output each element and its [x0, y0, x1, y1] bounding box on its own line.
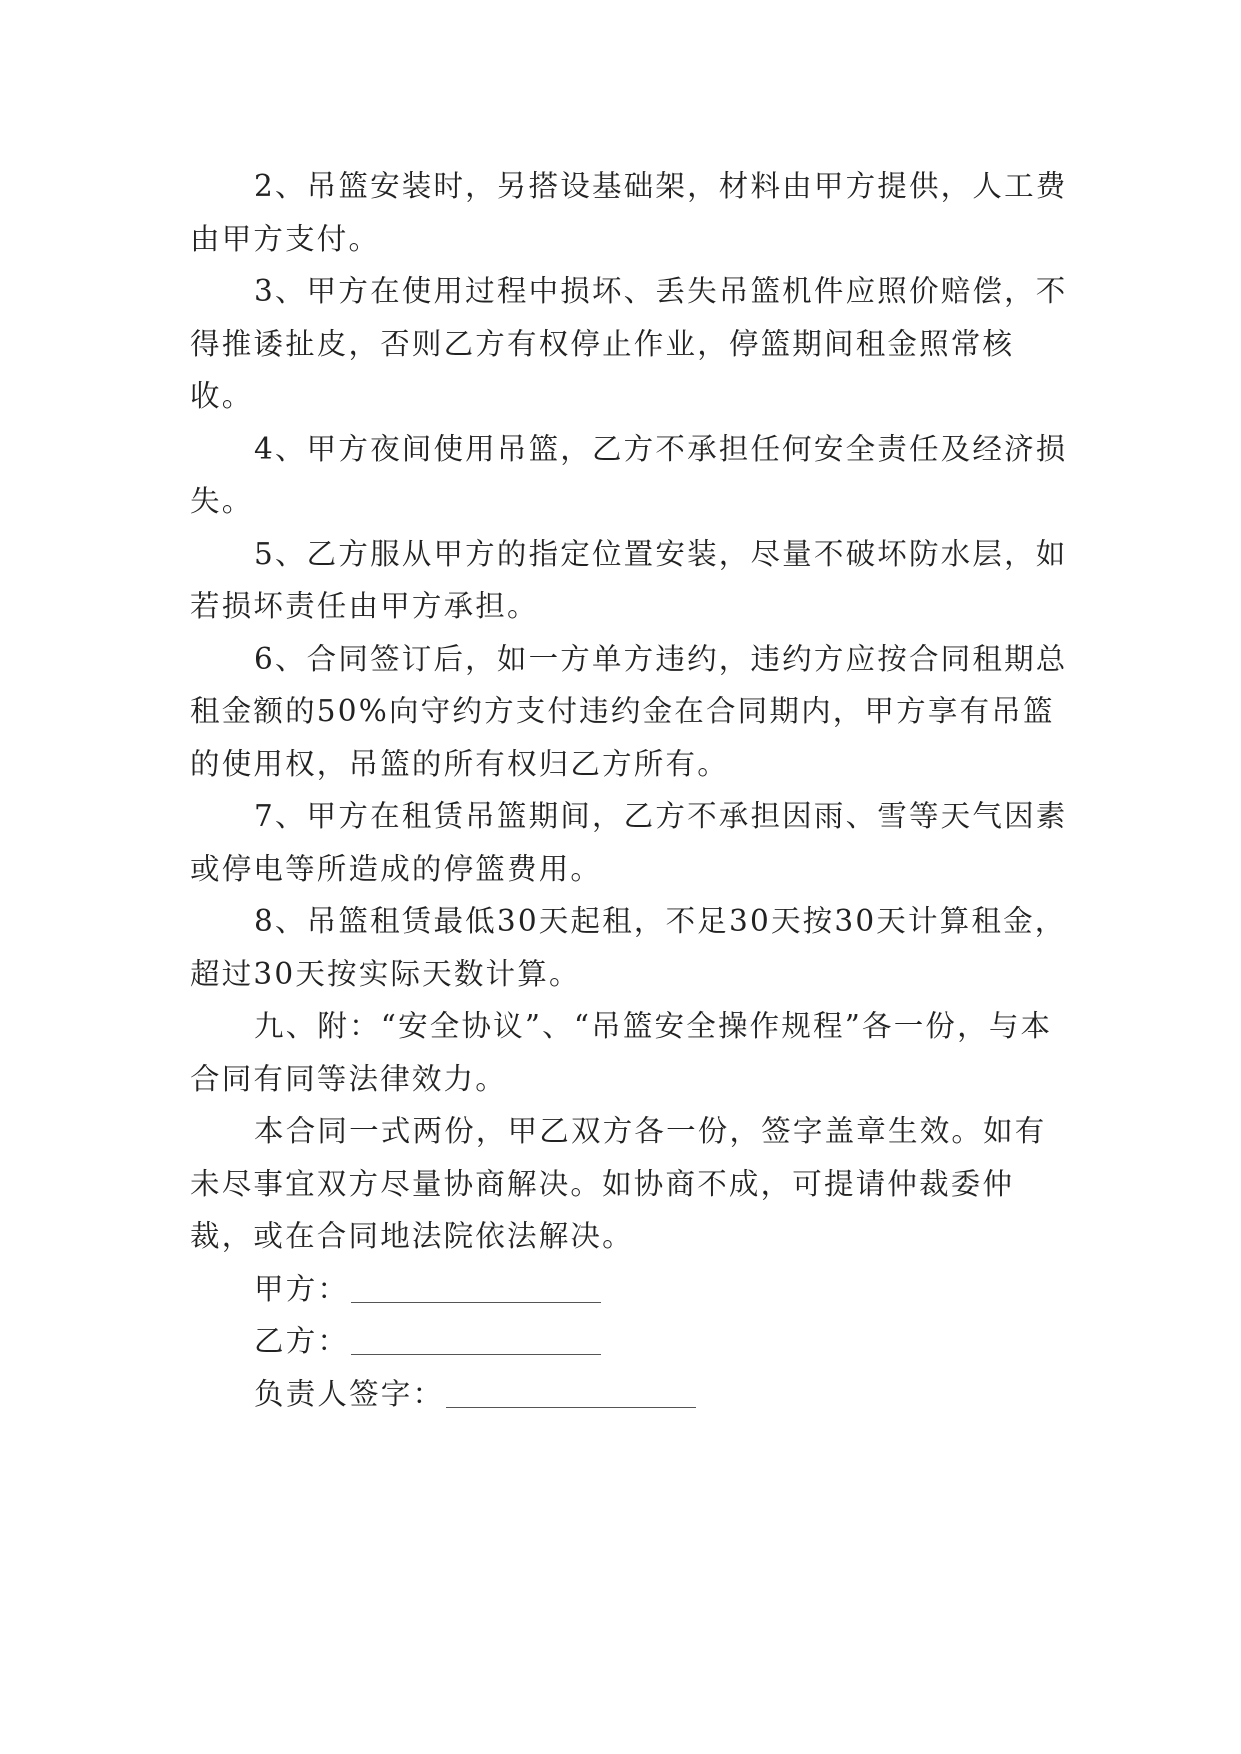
party-b-signature-line[interactable]	[351, 1334, 601, 1355]
party-a-signature-row	[190, 1263, 1070, 1316]
clause-5: 5、乙方服从甲方的指定位置安装，尽量不破坏防水层，如若损坏责任由甲方承担。	[190, 536, 1068, 623]
clause-4: 4、甲方夜间使用吊篮，乙方不承担任何安全责任及经济损失。	[190, 431, 1068, 518]
party-a-label: 甲方：	[254, 1271, 350, 1306]
party-b-signature-row	[190, 1315, 1070, 1368]
clause-8: 8、吊篮租赁最低30天起租，不足30天按30天计算租金，超过30天按实际天数计算。	[190, 904, 1067, 991]
responsible-signature-row	[190, 1368, 1070, 1421]
responsible-signature-line[interactable]	[446, 1387, 696, 1408]
party-a-signature-line[interactable]	[351, 1282, 601, 1303]
party-b-label: 乙方：	[254, 1324, 350, 1358]
clause-9-attachments: 九、附：“安全协议”、“吊篮安全操作规程”各一份，与本合同有同等法律效力。	[190, 1009, 1053, 1096]
clause-2: 2、吊篮安装时，另搭设基础架，材料由甲方提供，人工费由甲方支付。	[190, 169, 1068, 256]
clause-7: 7、甲方在租赁吊篮期间，乙方不承担因雨、雪等天气因素或停电等所造成的停篮费用。	[190, 799, 1068, 886]
clause-6: 6、合同签订后，如一方单方违约，违约方应按合同租期总租金额的50%向守约方支付违约金在合同期内，甲方享有吊篮的使用权，吊篮的所有权归乙方所有。	[190, 641, 1068, 781]
responsible-label: 负责人签字：	[254, 1376, 445, 1411]
contract-page	[190, 160, 1070, 1420]
closing-clause: 本合同一式两份，甲乙双方各一份，签字盖章生效。如有未尽事宜双方尽量协商解决。如协商不成，可提请仲裁委仲裁，或在合同地法院依法解决。	[190, 1114, 1047, 1253]
clause-3: 3、甲方在使用过程中损坏、丢失吊篮机件应照价赔偿，不得推诿扯皮，否则乙方有权停止作业，停篮期间租金照常核收。	[190, 274, 1068, 413]
